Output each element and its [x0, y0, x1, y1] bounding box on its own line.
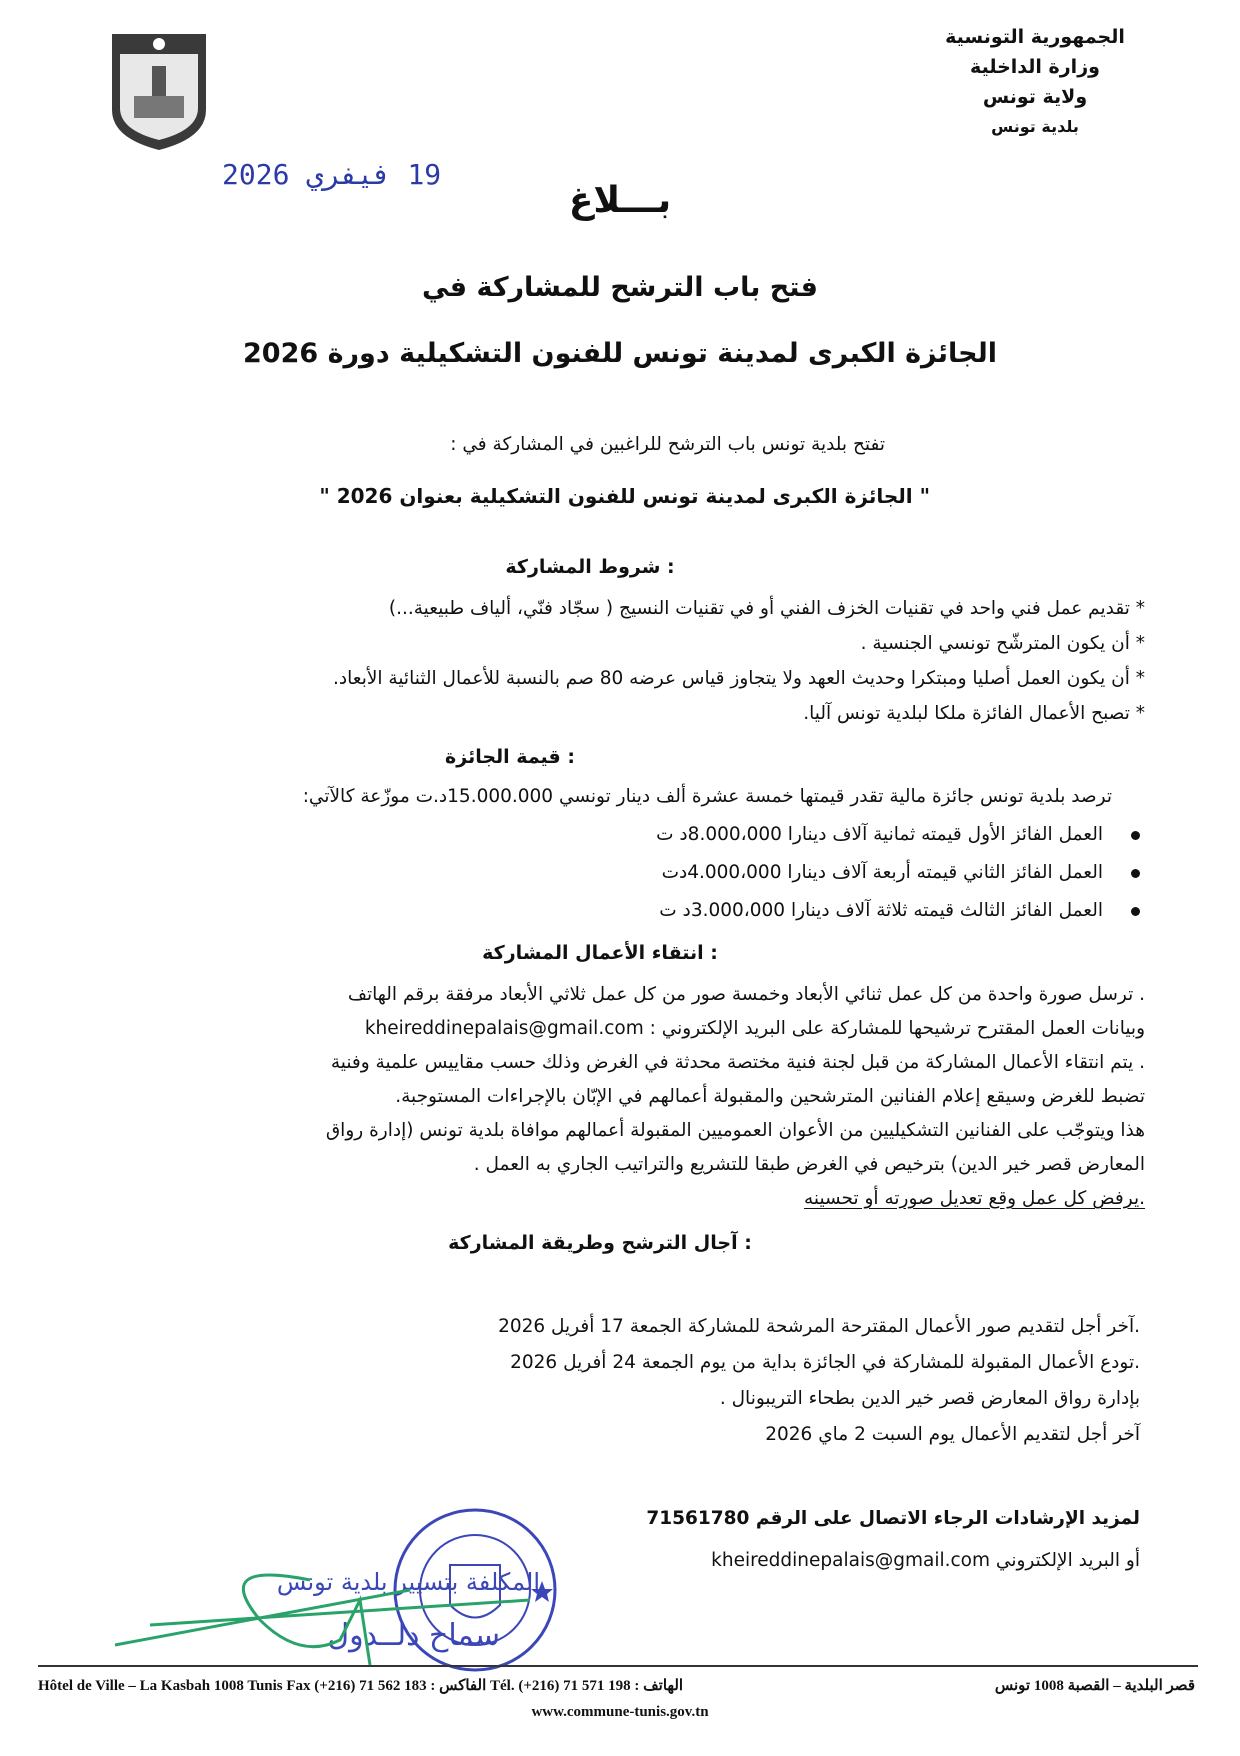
heading-line-2: الجائزة الكبرى لمدينة تونس للفنون التشكيلية دورة 2026 [243, 338, 997, 369]
intro-line-2: " الجائزة الكبرى لمدينة تونس للفنون التشكيلية بعنوان 2026 " [319, 484, 930, 508]
municipality-logo [108, 30, 210, 152]
contact-email: أو البريد الإلكتروني kheireddinepalais@gmail.com [711, 1550, 1140, 1571]
rejection-text: .يرفض كل عمل وقع تعديل صورته أو تحسينه [803, 1188, 1145, 1209]
prize-intro: ترصد بلدية تونس جائزة مالية تقدر قيمتها خمسة عشرة ألف دينار تونسي 15.000.000د.ت موزّعة كالآتي: [302, 786, 1112, 807]
deadlines-title: آجال الترشح وطريقة المشاركة : [448, 1232, 752, 1254]
selection-line: تضبط للغرض وسيقع إعلام الفنانين المترشحين والمقبولة أعمالهم في الإبّان بالإجراءات المستوجبة. [395, 1086, 1145, 1107]
header-republic: الجمهورية التونسية [945, 26, 1125, 48]
selection-line: وبيانات العمل المقترح ترشيحها للمشاركة على البريد الإلكتروني : kheireddinepalais@gmail.com [364, 1018, 1145, 1039]
footer-address-arabic: قصر البلدية – القصبة 1008 تونس [994, 1678, 1195, 1694]
handwritten-signature [110, 1530, 530, 1670]
selection-rejection-note [804, 1188, 1145, 1209]
signatory-name: سماح دلــدول [327, 1618, 500, 1653]
document-title: بـــلاغ [568, 180, 672, 221]
footer-divider [38, 1665, 1198, 1667]
selection-line: . يتم انتقاء الأعمال المشاركة من قبل لجنة فنية مختصة محدثة في الغرض وذلك حسب مقاييس علمية وفنية [330, 1052, 1145, 1073]
selection-line: المعارض قصر خير الدين) بترخيص في الغرض طبقا للتشريع والتراتيب الجاري به العمل . [473, 1154, 1145, 1175]
contact-phone: لمزيد الإرشادات الرجاء الاتصال على الرقم 71561780 [646, 1508, 1140, 1529]
condition-item: * أن يكون العمل أصليا ومبتكرا وحديث العهد ولا يتجاوز قياس عرضه 80 صم بالنسبة للأعمال الثنائية الأبعاد. [333, 668, 1145, 689]
conditions-title: شروط المشاركة : [505, 556, 675, 578]
header-ministry: وزارة الداخلية [970, 56, 1100, 78]
prize-title: قيمة الجائزة : [445, 746, 575, 768]
header-governorate: ولاية تونس [982, 86, 1088, 108]
selection-line: هذا ويتوجّب على الفنانين التشكيليين من الأعوان العموميين المقبولة أعمالهم موافاة بلدية تونس (إدارة رواق [325, 1120, 1145, 1141]
condition-item: * تقديم عمل فني واحد في تقنيات الخزف الفني أو في تقنيات النسيج ( سجّاد فنّي، ألياف طبيعية...) [388, 598, 1145, 619]
selection-title: انتقاء الأعمال المشاركة : [482, 942, 718, 964]
condition-item: * أن يكون المترشّح تونسي الجنسية . [860, 633, 1145, 654]
header-municipality: بلدية تونس [991, 117, 1079, 136]
deadline-line: .آخر أجل لتقديم صور الأعمال المقترحة المرشحة للمشاركة الجمعة 17 أفريل 2026 [498, 1316, 1140, 1337]
deadline-line: آخر أجل لتقديم الأعمال يوم السبت 2 ماي 2026 [765, 1424, 1140, 1445]
condition-item: * تصبح الأعمال الفائزة ملكا لبلدية تونس آليا. [803, 703, 1145, 724]
footer-address: Hôtel de Ville – La Kasbah 1008 Tunis Fax (+216) 71 562 183 : الفاكس Tél. (+216) 71 571 198 : الهاتف [38, 1678, 684, 1694]
intro-line-1: تفتح بلدية تونس باب الترشح للراغبين في المشاركة في : [450, 434, 885, 455]
deadline-line: بإدارة رواق المعارض قصر خير الدين بطحاء التريبونال . [719, 1388, 1140, 1409]
heading-line-1: فتح باب الترشح للمشاركة في [422, 272, 818, 303]
prize-item: العمل الفائز الثاني قيمته أربعة آلاف دينارا 4.000،000دت [662, 862, 1140, 883]
footer-website: www.commune-tunis.gov.tn [531, 1704, 709, 1720]
selection-line: . ترسل صورة واحدة من كل عمل ثنائي الأبعاد وخمسة صور من كل عمل ثلاثي الأبعاد مرفقة برقم الهاتف [347, 984, 1145, 1005]
signatory-role: المكلفة بتسيير بلدية تونس [276, 1568, 540, 1596]
deadline-line: .تودع الأعمال المقبولة للمشاركة في الجائزة بداية من يوم الجمعة 24 أفريل 2026 [510, 1352, 1140, 1373]
prize-item: العمل الفائز الأول قيمته ثمانية آلاف دينارا 8.000،000د ت [656, 824, 1140, 845]
header-block [925, 22, 1145, 142]
prize-item: العمل الفائز الثالث قيمته ثلاثة آلاف دينارا 3.000،000د ت [659, 900, 1140, 921]
date-stamp: 19 فيفري 2026 [222, 158, 442, 191]
